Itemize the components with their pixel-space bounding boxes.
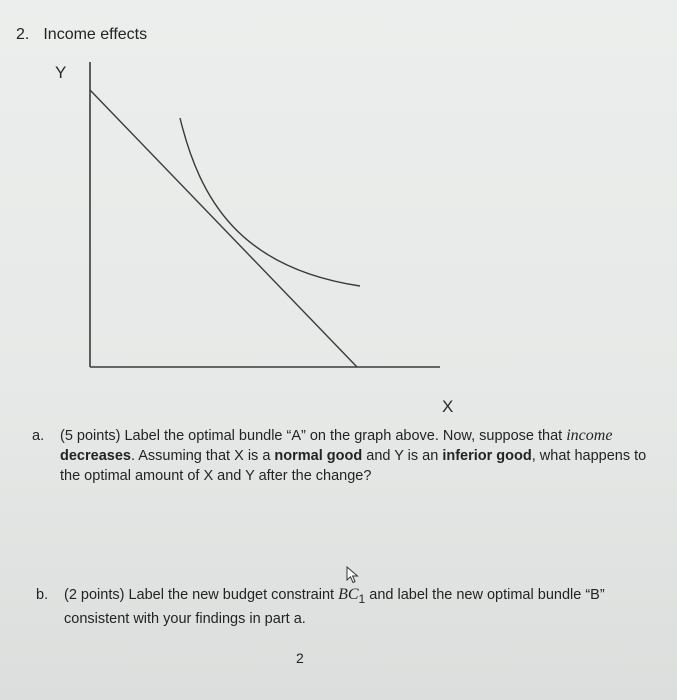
budget-constraint-line <box>90 90 357 367</box>
question-number: 2. <box>16 26 30 43</box>
part-a-text-1: (5 points) Label the optimal bundle “A” on the graph above. Now, suppose that <box>60 428 567 444</box>
part-a-text-2: . Assuming that X is a <box>130 448 275 464</box>
normal-good-term: normal good <box>274 448 363 464</box>
decreases-word: decreases <box>60 448 131 464</box>
question-title: Income effects <box>43 26 148 43</box>
part-a-text-3: and Y is an <box>362 448 443 464</box>
page-number: 2 <box>296 650 304 666</box>
part-b-question <box>36 585 664 629</box>
part-b-letter: b. <box>36 587 49 603</box>
part-b-text-1: (2 points) Label the new budget constraint <box>64 587 339 603</box>
y-axis-label: Y <box>55 63 67 82</box>
part-a-letter: a. <box>32 428 45 444</box>
income-word: income <box>566 427 613 444</box>
inferior-good-term: inferior good <box>442 448 532 464</box>
x-axis-label: X <box>442 397 454 416</box>
bc-symbol: BC <box>338 586 359 603</box>
part-a-question <box>32 426 670 486</box>
part-b-text-2: and label the new optimal bundle “B” consistent with your findings in part a. <box>64 587 605 627</box>
part-a-text-4: , what happens to the optimal amount of X and Y after the change? <box>60 448 647 484</box>
bc-subscript: 1 <box>358 591 366 606</box>
indifference-curve <box>180 118 360 286</box>
